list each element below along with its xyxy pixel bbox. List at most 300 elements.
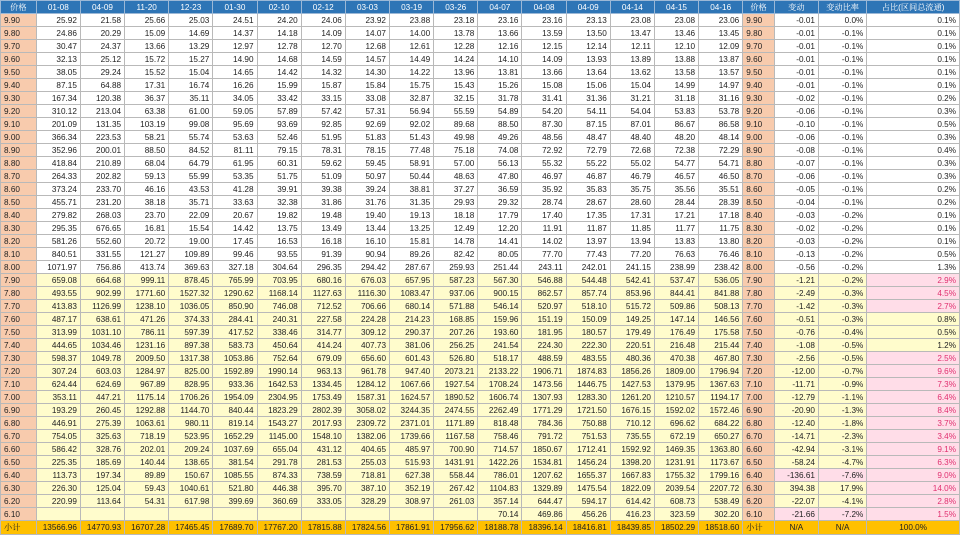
value-cell: 16.81	[125, 222, 169, 235]
change-cell: -11.71	[774, 378, 818, 391]
value-cell: 1823.29	[257, 404, 301, 417]
subtotal-value: 18502.29	[654, 521, 698, 535]
value-cell: 35.83	[566, 183, 610, 196]
value-cell: 54.71	[699, 157, 743, 170]
value-cell: 15.54	[169, 222, 213, 235]
change-cell: -14.71	[774, 430, 818, 443]
value-cell: 594.17	[566, 495, 610, 508]
value-cell: 1127.63	[301, 287, 345, 300]
value-cell: 193.60	[478, 326, 522, 339]
table-row	[1, 313, 960, 326]
value-cell: 1527.32	[169, 287, 213, 300]
value-cell: 193.29	[36, 404, 80, 417]
share-cell: 0.1%	[867, 209, 960, 222]
value-cell: 13.47	[610, 27, 654, 40]
value-cell: 961.78	[345, 365, 389, 378]
value-cell: 307.24	[36, 365, 80, 378]
value-cell: 1367.63	[699, 378, 743, 391]
value-cell: 13.97	[566, 235, 610, 248]
price-cell: 6.70	[743, 430, 775, 443]
value-cell: 12.28	[434, 40, 478, 53]
value-cell: 131.35	[80, 118, 124, 131]
value-cell: 309.12	[345, 326, 389, 339]
value-cell: 328.76	[80, 443, 124, 456]
value-cell: 313.99	[36, 326, 80, 339]
value-cell: 13.87	[699, 53, 743, 66]
value-cell: 1398.20	[610, 456, 654, 469]
value-cell: 28.44	[654, 196, 698, 209]
value-cell	[390, 508, 434, 521]
value-cell: 37.27	[434, 183, 478, 196]
value-cell: 58.21	[125, 131, 169, 144]
price-cell: 6.20	[743, 495, 775, 508]
value-cell: 92.85	[301, 118, 345, 131]
value-cell: 712.52	[301, 300, 345, 313]
value-cell: 31.86	[301, 196, 345, 209]
change-cell: -0.01	[774, 53, 818, 66]
value-cell: 25.66	[125, 14, 169, 27]
value-cell: 840.44	[213, 404, 257, 417]
value-cell: 14.00	[390, 27, 434, 40]
value-cell: 15.84	[345, 79, 389, 92]
value-cell: 583.73	[213, 339, 257, 352]
value-cell: 710.12	[610, 417, 654, 430]
value-cell: 12.61	[390, 40, 434, 53]
price-cell: 6.50	[743, 456, 775, 469]
value-cell: 597.39	[169, 326, 213, 339]
value-cell: 469.86	[522, 508, 566, 521]
value-cell: 13.59	[522, 27, 566, 40]
share-cell: 8.4%	[867, 404, 960, 417]
value-cell: 46.16	[125, 183, 169, 196]
value-cell: 25.92	[36, 14, 80, 27]
value-cell: 38.18	[125, 196, 169, 209]
value-cell: 31.16	[699, 92, 743, 105]
value-cell: 89.89	[125, 469, 169, 482]
value-cell: 77.43	[566, 248, 610, 261]
value-cell: 587.23	[434, 274, 478, 287]
price-cell: 7.10	[1, 378, 37, 391]
value-cell: 1144.70	[169, 404, 213, 417]
column-header: 价格	[1, 1, 37, 14]
change-cell: -0.06	[774, 105, 818, 118]
value-cell: 243.11	[522, 261, 566, 274]
value-cell: 1771.29	[522, 404, 566, 417]
table-row	[1, 443, 960, 456]
price-cell: 9.30	[1, 92, 37, 105]
value-cell: 853.96	[610, 287, 654, 300]
column-header: 04-09	[566, 1, 610, 14]
value-cell: 294.42	[345, 261, 389, 274]
value-cell: 509.86	[654, 300, 698, 313]
change-rate-cell: -0.2%	[818, 261, 866, 274]
value-cell: 281.53	[301, 456, 345, 469]
value-cell: 28.67	[566, 196, 610, 209]
value-cell: 1427.53	[610, 378, 654, 391]
value-cell: 241.54	[478, 339, 522, 352]
value-cell: 444.65	[36, 339, 80, 352]
table-header	[1, 1, 960, 14]
value-cell: 279.82	[36, 209, 80, 222]
column-header: 11-20	[125, 1, 169, 14]
value-cell: 1382.06	[345, 430, 389, 443]
value-cell: 88.50	[125, 144, 169, 157]
value-cell: 59.05	[213, 105, 257, 118]
value-cell: 11.77	[654, 222, 698, 235]
value-cell: 14.41	[478, 235, 522, 248]
value-cell: 314.77	[301, 326, 345, 339]
subtotal-value: 17465.45	[169, 521, 213, 535]
column-header: 变动比率	[818, 1, 866, 14]
value-cell: 1592.89	[213, 365, 257, 378]
value-cell: 680.14	[390, 300, 434, 313]
value-cell: 23.70	[125, 209, 169, 222]
value-cell: 202.01	[125, 443, 169, 456]
share-cell: 0.1%	[867, 14, 960, 27]
value-cell: 146.56	[699, 313, 743, 326]
value-cell: 387.10	[345, 482, 389, 495]
value-cell: 1753.49	[301, 391, 345, 404]
value-cell: 1238.10	[125, 300, 169, 313]
value-cell: 168.85	[434, 313, 478, 326]
value-cell: 13.75	[257, 222, 301, 235]
value-cell: 159.96	[478, 313, 522, 326]
value-cell: 259.93	[434, 261, 478, 274]
price-cell: 6.40	[1, 469, 37, 482]
price-cell: 9.70	[743, 40, 775, 53]
value-cell: 53.83	[654, 105, 698, 118]
value-cell: 14.24	[434, 53, 478, 66]
value-cell: 696.62	[654, 417, 698, 430]
change-rate-cell: -0.5%	[818, 352, 866, 365]
value-cell: 17.21	[654, 209, 698, 222]
value-cell: 844.41	[654, 287, 698, 300]
value-cell: 48.56	[522, 131, 566, 144]
value-cell: 261.03	[434, 495, 478, 508]
change-rate-cell: -0.2%	[818, 222, 866, 235]
value-cell: 520.97	[522, 300, 566, 313]
value-cell: 515.93	[390, 456, 434, 469]
value-cell: 29.32	[478, 196, 522, 209]
table-row	[1, 495, 960, 508]
change-cell: -12.40	[774, 417, 818, 430]
value-cell: 46.97	[522, 170, 566, 183]
value-cell: 213.04	[80, 105, 124, 118]
share-cell: 6.3%	[867, 456, 960, 469]
value-cell: 13.44	[345, 222, 389, 235]
value-cell: 537.47	[654, 274, 698, 287]
value-cell: 11.87	[566, 222, 610, 235]
value-cell: 328.29	[345, 495, 389, 508]
value-cell: 52.46	[257, 131, 301, 144]
value-cell: 16.26	[213, 79, 257, 92]
value-cell: 16.18	[301, 235, 345, 248]
price-cell: 9.00	[1, 131, 37, 144]
value-cell: 310.12	[36, 105, 80, 118]
value-cell: 1475.54	[566, 482, 610, 495]
subtotal-value: 13566.96	[36, 521, 80, 535]
price-cell: 8.40	[743, 209, 775, 222]
price-cell: 6.10	[743, 508, 775, 521]
value-cell: 1624.57	[390, 391, 434, 404]
share-cell: 9.1%	[867, 443, 960, 456]
value-cell: 51.95	[301, 131, 345, 144]
value-cell: 19.82	[257, 209, 301, 222]
change-rate-cell: -4.7%	[818, 456, 866, 469]
value-cell	[213, 508, 257, 521]
value-cell: 72.29	[699, 144, 743, 157]
value-cell: 999.11	[125, 274, 169, 287]
price-cell: 6.20	[1, 495, 37, 508]
value-cell: 1173.67	[699, 456, 743, 469]
value-cell: 947.40	[390, 365, 434, 378]
value-cell: 220.99	[36, 495, 80, 508]
value-cell: 53.63	[213, 131, 257, 144]
value-cell: 1145.00	[257, 430, 301, 443]
table-row	[1, 339, 960, 352]
share-cell: 0.2%	[867, 183, 960, 196]
value-cell: 1317.38	[169, 352, 213, 365]
value-cell: 12.20	[478, 222, 522, 235]
value-cell: 1210.57	[654, 391, 698, 404]
value-cell: 89.68	[434, 118, 478, 131]
value-cell: 1874.83	[566, 365, 610, 378]
table-row	[1, 508, 960, 521]
table-row	[1, 456, 960, 469]
change-cell: -0.03	[774, 235, 818, 248]
value-cell: 15.81	[390, 235, 434, 248]
value-cell: 149.25	[610, 313, 654, 326]
value-cell: 25.12	[80, 53, 124, 66]
value-cell: 275.39	[80, 417, 124, 430]
value-cell: 1071.97	[36, 261, 80, 274]
value-cell: 32.87	[390, 92, 434, 105]
value-cell: 53.35	[213, 170, 257, 183]
value-cell: 1034.46	[80, 339, 124, 352]
price-cell: 8.70	[743, 170, 775, 183]
change-cell: -0.10	[774, 118, 818, 131]
value-cell: 1469.35	[654, 443, 698, 456]
price-cell: 9.50	[1, 66, 37, 79]
price-cell: 7.90	[743, 274, 775, 287]
value-cell: 13.57	[699, 66, 743, 79]
value-cell: 14.90	[213, 53, 257, 66]
table-row	[1, 482, 960, 495]
change-rate-cell: -0.1%	[818, 27, 866, 40]
change-cell: -21.66	[774, 508, 818, 521]
value-cell: 11.85	[610, 222, 654, 235]
price-cell: 7.40	[743, 339, 775, 352]
value-cell: 59.43	[125, 482, 169, 495]
value-cell: 1534.81	[522, 456, 566, 469]
price-cell: 8.30	[1, 222, 37, 235]
value-cell: 825.00	[169, 365, 213, 378]
value-cell: 14.99	[654, 79, 698, 92]
value-cell: 1292.88	[125, 404, 169, 417]
value-cell: 209.24	[169, 443, 213, 456]
change-rate-cell: -1.1%	[818, 391, 866, 404]
column-header: 03-26	[434, 1, 478, 14]
value-cell: 13.78	[434, 27, 478, 40]
value-cell: 1363.80	[699, 443, 743, 456]
value-cell: 15.87	[301, 79, 345, 92]
value-cell: 1990.14	[257, 365, 301, 378]
value-cell: 1721.50	[566, 404, 610, 417]
value-cell: 14.10	[478, 53, 522, 66]
value-cell: 791.72	[522, 430, 566, 443]
value-cell: 818.48	[478, 417, 522, 430]
value-cell: 15.04	[169, 66, 213, 79]
change-rate-cell: -0.2%	[818, 209, 866, 222]
value-cell: 35.71	[169, 196, 213, 209]
value-cell: 684.22	[699, 417, 743, 430]
value-cell: 638.61	[80, 313, 124, 326]
value-cell: 1063.61	[125, 417, 169, 430]
value-cell: 55.99	[169, 170, 213, 183]
value-cell: 601.43	[390, 352, 434, 365]
value-cell: 75.18	[434, 144, 478, 157]
change-rate-cell: -0.1%	[818, 170, 866, 183]
value-cell: 43.53	[169, 183, 213, 196]
change-cell: -0.01	[774, 14, 818, 27]
table-row	[1, 131, 960, 144]
value-cell: 1171.89	[434, 417, 478, 430]
value-cell: 150.09	[566, 313, 610, 326]
value-cell: 14.59	[301, 53, 345, 66]
value-cell: 23.18	[434, 14, 478, 27]
value-cell: 151.19	[522, 313, 566, 326]
value-cell: 1543.27	[257, 417, 301, 430]
share-cell: 0.3%	[867, 170, 960, 183]
subtotal-share: 100.0%	[867, 521, 960, 535]
value-cell: 2207.72	[699, 482, 743, 495]
value-cell: 518.10	[566, 300, 610, 313]
value-cell: 1031.10	[80, 326, 124, 339]
value-cell: 86.58	[699, 118, 743, 131]
value-cell: 82.42	[434, 248, 478, 261]
value-cell: 84.52	[169, 144, 213, 157]
value-cell: 13.25	[390, 222, 434, 235]
value-cell: 15.43	[434, 79, 478, 92]
value-cell: 331.55	[80, 248, 124, 261]
value-cell: 31.35	[390, 196, 434, 209]
value-cell: 54.31	[125, 495, 169, 508]
value-cell: 28.60	[610, 196, 654, 209]
value-cell: 2262.49	[478, 404, 522, 417]
value-cell: 750.88	[566, 417, 610, 430]
value-cell: 33.42	[257, 92, 301, 105]
value-cell: 25.03	[169, 14, 213, 27]
value-cell: 92.69	[345, 118, 389, 131]
value-cell: 56.94	[390, 105, 434, 118]
table-row	[1, 378, 960, 391]
change-rate-cell: -0.1%	[818, 92, 866, 105]
change-rate-cell: -0.4%	[818, 326, 866, 339]
value-cell: 1606.74	[478, 391, 522, 404]
price-cell: 6.50	[1, 456, 37, 469]
value-cell: 14.78	[434, 235, 478, 248]
value-cell: 14.49	[390, 53, 434, 66]
table-row	[1, 14, 960, 27]
value-cell: 352.19	[390, 482, 434, 495]
value-cell: 12.68	[345, 40, 389, 53]
value-cell: 14.65	[213, 66, 257, 79]
value-cell: 15.08	[522, 79, 566, 92]
subtotal-value: 17689.70	[213, 521, 257, 535]
value-cell: 89.26	[390, 248, 434, 261]
value-cell: 176.49	[654, 326, 698, 339]
value-cell: 672.19	[654, 430, 698, 443]
price-cell: 7.20	[1, 365, 37, 378]
change-cell: -0.01	[774, 40, 818, 53]
price-cell: 6.40	[743, 469, 775, 482]
table-row	[1, 274, 960, 287]
value-cell: 933.36	[213, 378, 257, 391]
value-cell: 17.79	[478, 209, 522, 222]
value-cell: 1954.09	[213, 391, 257, 404]
value-cell: 13.45	[699, 27, 743, 40]
value-cell: 413.83	[36, 300, 80, 313]
value-cell: 308.97	[390, 495, 434, 508]
value-cell: 369.63	[169, 261, 213, 274]
value-cell: 581.26	[36, 235, 80, 248]
subtotal-value: 17815.88	[301, 521, 345, 535]
header-row	[1, 1, 960, 14]
value-cell: 57.89	[257, 105, 301, 118]
value-cell: 902.99	[80, 287, 124, 300]
value-cell: 17.31	[125, 79, 169, 92]
value-cell: 447.21	[80, 391, 124, 404]
subtotal-rate: N/A	[818, 521, 866, 535]
change-rate-cell: -0.7%	[818, 365, 866, 378]
value-cell: 493.55	[36, 287, 80, 300]
change-rate-cell: -4.1%	[818, 495, 866, 508]
value-cell: 54.77	[654, 157, 698, 170]
value-cell: 1587.31	[345, 391, 389, 404]
value-cell: 14.07	[345, 27, 389, 40]
value-cell: 185.69	[80, 456, 124, 469]
share-cell: 9.6%	[867, 365, 960, 378]
value-cell: 35.92	[522, 183, 566, 196]
value-cell: 51.09	[301, 170, 345, 183]
column-header: 03-19	[390, 1, 434, 14]
value-cell: 13.66	[478, 27, 522, 40]
value-cell: 3058.02	[345, 404, 389, 417]
value-cell: 31.18	[654, 92, 698, 105]
value-cell: 138.65	[169, 456, 213, 469]
value-cell: 840.51	[36, 248, 80, 261]
value-cell: 624.69	[80, 378, 124, 391]
value-cell: 1422.26	[478, 456, 522, 469]
share-cell: 3.7%	[867, 417, 960, 430]
value-cell: 1927.54	[434, 378, 478, 391]
value-cell: 487.17	[36, 313, 80, 326]
table-row	[1, 92, 960, 105]
change-cell: -12.00	[774, 365, 818, 378]
change-rate-cell: -7.2%	[818, 508, 866, 521]
value-cell: 17.35	[566, 209, 610, 222]
value-cell: 49.26	[478, 131, 522, 144]
price-cell: 9.40	[743, 79, 775, 92]
value-cell: 399.69	[213, 495, 257, 508]
value-cell: 627.38	[390, 469, 434, 482]
value-cell: 21.58	[80, 14, 124, 27]
change-cell: -0.06	[774, 170, 818, 183]
value-cell: 679.09	[301, 352, 345, 365]
change-cell: 394.38	[774, 482, 818, 495]
value-cell: 373.24	[36, 183, 80, 196]
value-cell: 302.20	[699, 508, 743, 521]
